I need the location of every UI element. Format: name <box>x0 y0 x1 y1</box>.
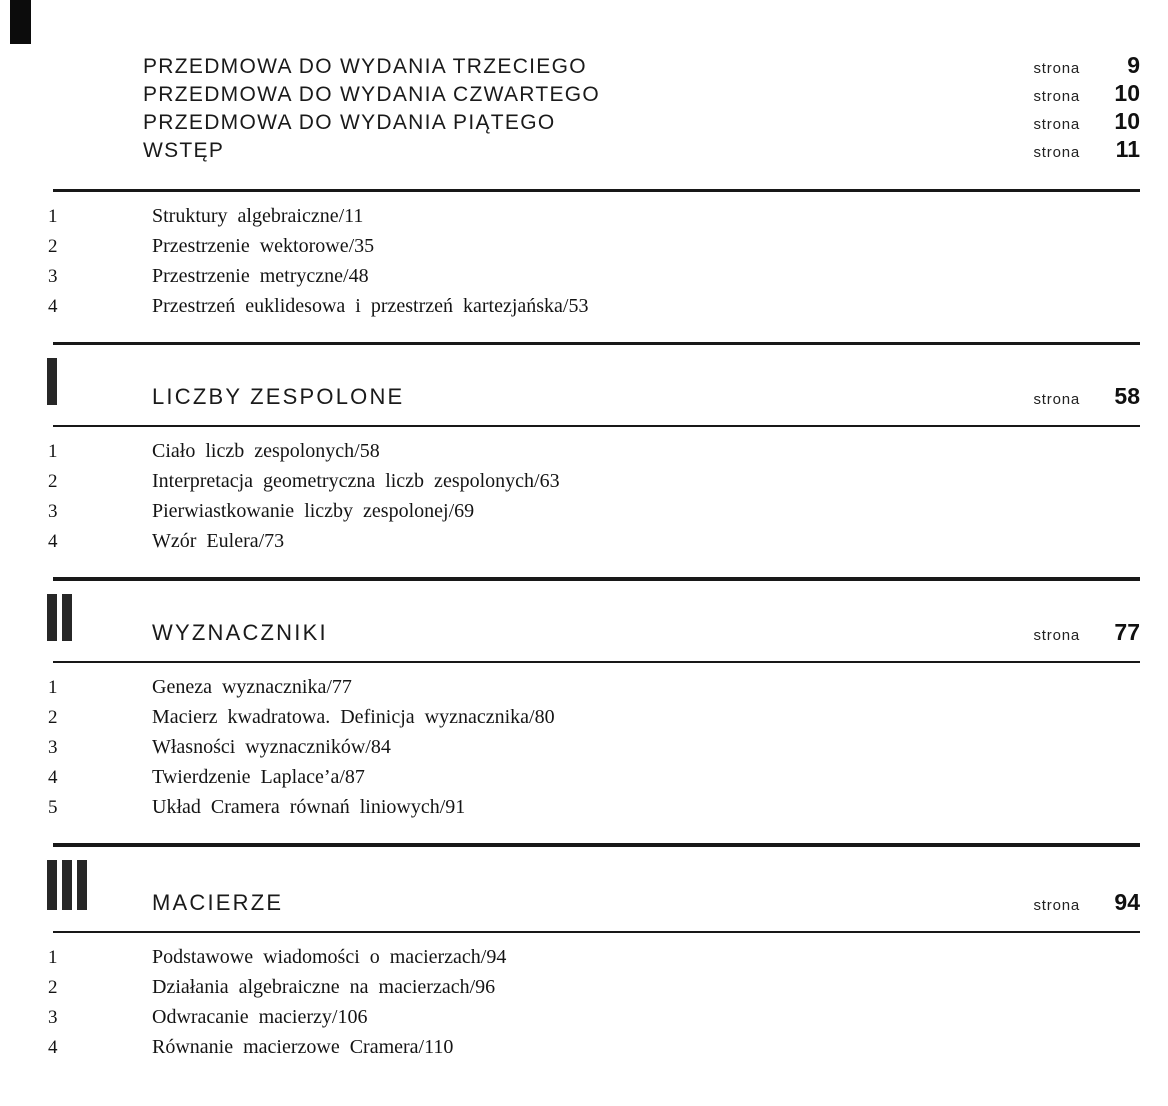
chapter-page-ref <box>1034 889 1141 916</box>
item-title: Interpretacja geometryczna liczb zespolonych/63 <box>152 470 560 492</box>
preface-page-ref <box>1034 108 1141 135</box>
toc-item <box>48 470 1140 500</box>
preface-page-ref <box>1034 136 1141 163</box>
preface-title: PRZEDMOWA DO WYDANIA CZWARTEGO <box>143 83 601 106</box>
item-title: Równanie macierzowe Cramera/110 <box>152 1036 454 1058</box>
divider-rule <box>53 189 1140 192</box>
item-number: 1 <box>48 677 58 698</box>
toc-item <box>48 1006 1140 1036</box>
page-number: 77 <box>1114 619 1140 645</box>
chapter-numeral-I-icon <box>47 358 62 405</box>
preface-title: WSTĘP <box>143 139 225 162</box>
chapter-heading <box>0 345 1168 425</box>
toc-item <box>48 706 1140 736</box>
toc-item <box>48 440 1140 470</box>
item-number: 1 <box>48 947 58 968</box>
preface-page-ref <box>1034 52 1141 79</box>
strona-label: strona <box>1033 627 1080 644</box>
item-title: Przestrzenie wektorowe/35 <box>152 235 375 257</box>
preface-row <box>143 80 1140 108</box>
chapter-title: MACIERZE <box>152 890 284 915</box>
page-number: 94 <box>1114 889 1140 915</box>
chapter-section-II <box>0 577 1168 826</box>
preface-row <box>143 108 1140 136</box>
item-title: Struktury algebraiczne/11 <box>152 205 364 227</box>
item-title: Działania algebraiczne na macierzach/96 <box>152 976 496 998</box>
item-number: 1 <box>48 206 58 227</box>
strona-label: strona <box>1033 897 1080 914</box>
intro-item-list <box>48 205 1140 325</box>
item-title: Własności wyznaczników/84 <box>152 736 391 758</box>
toc-item <box>48 205 1140 235</box>
item-number: 3 <box>48 266 58 287</box>
chapter-section-III <box>0 843 1168 1066</box>
divider-rule <box>53 425 1140 427</box>
item-title: Przestrzeń euklidesowa i przestrzeń kartezjańska/53 <box>152 295 589 317</box>
toc-item <box>48 676 1140 706</box>
item-number: 3 <box>48 737 58 758</box>
scan-corner-mark <box>10 0 31 44</box>
strona-label: strona <box>1033 144 1080 161</box>
preface-title: PRZEDMOWA DO WYDANIA PIĄTEGO <box>143 111 556 134</box>
toc-item <box>48 265 1140 295</box>
page-number: 10 <box>1114 108 1140 134</box>
item-number: 2 <box>48 471 58 492</box>
toc-item <box>48 736 1140 766</box>
preface-row <box>143 52 1140 80</box>
toc-item <box>48 500 1140 530</box>
page-number: 11 <box>1115 136 1140 162</box>
preface-title: PRZEDMOWA DO WYDANIA TRZECIEGO <box>143 55 587 78</box>
toc-item <box>48 1036 1140 1066</box>
toc-item <box>48 530 1140 560</box>
page-number: 10 <box>1114 80 1140 106</box>
item-title: Macierz kwadratowa. Definicja wyznacznika/80 <box>152 706 555 728</box>
item-number: 3 <box>48 501 58 522</box>
chapter-title: LICZBY ZESPOLONE <box>152 384 405 409</box>
item-title: Odwracanie macierzy/106 <box>152 1006 368 1028</box>
chapter-page-ref <box>1034 383 1141 410</box>
strona-label: strona <box>1033 60 1080 77</box>
page-number: 58 <box>1114 383 1140 409</box>
item-title: Układ Cramera równań liniowych/91 <box>152 796 466 818</box>
chapter-item-list <box>48 440 1140 560</box>
item-number: 2 <box>48 707 58 728</box>
item-title: Podstawowe wiadomości o macierzach/94 <box>152 946 507 968</box>
divider-rule <box>53 661 1140 663</box>
preface-block <box>143 52 1140 164</box>
item-title: Pierwiastkowanie liczby zespolonej/69 <box>152 500 475 522</box>
chapter-page-ref <box>1034 619 1141 646</box>
chapter-heading <box>0 581 1168 661</box>
chapter-item-list <box>48 676 1140 826</box>
chapter-heading <box>0 847 1168 931</box>
chapter-item-list <box>48 946 1140 1066</box>
item-number: 3 <box>48 1007 58 1028</box>
toc-item <box>48 235 1140 265</box>
divider-rule <box>53 931 1140 933</box>
chapter-section-I <box>0 342 1168 560</box>
item-number: 2 <box>48 236 58 257</box>
item-number: 5 <box>48 797 58 818</box>
item-number: 4 <box>48 531 58 552</box>
preface-row <box>143 136 1140 164</box>
strona-label: strona <box>1033 391 1080 408</box>
item-title: Przestrzenie metryczne/48 <box>152 265 369 287</box>
item-number: 2 <box>48 977 58 998</box>
toc-item <box>48 946 1140 976</box>
strona-label: strona <box>1033 116 1080 133</box>
chapter-numeral-III-icon <box>47 860 92 910</box>
item-number: 4 <box>48 296 58 317</box>
preface-page-ref <box>1034 80 1141 107</box>
toc-item <box>48 976 1140 1006</box>
toc-item <box>48 796 1140 826</box>
item-number: 1 <box>48 441 58 462</box>
page-number: 9 <box>1127 52 1140 78</box>
item-number: 4 <box>48 1037 58 1058</box>
item-title: Wzór Eulera/73 <box>152 530 285 552</box>
item-title: Twierdzenie Laplace’a/87 <box>152 766 365 788</box>
toc-item <box>48 766 1140 796</box>
item-number: 4 <box>48 767 58 788</box>
strona-label: strona <box>1033 88 1080 105</box>
item-title: Geneza wyznacznika/77 <box>152 676 352 698</box>
item-title: Ciało liczb zespolonych/58 <box>152 440 380 462</box>
toc-item <box>48 295 1140 325</box>
chapter-title: WYZNACZNIKI <box>152 620 328 645</box>
chapter-numeral-II-icon <box>47 594 77 641</box>
